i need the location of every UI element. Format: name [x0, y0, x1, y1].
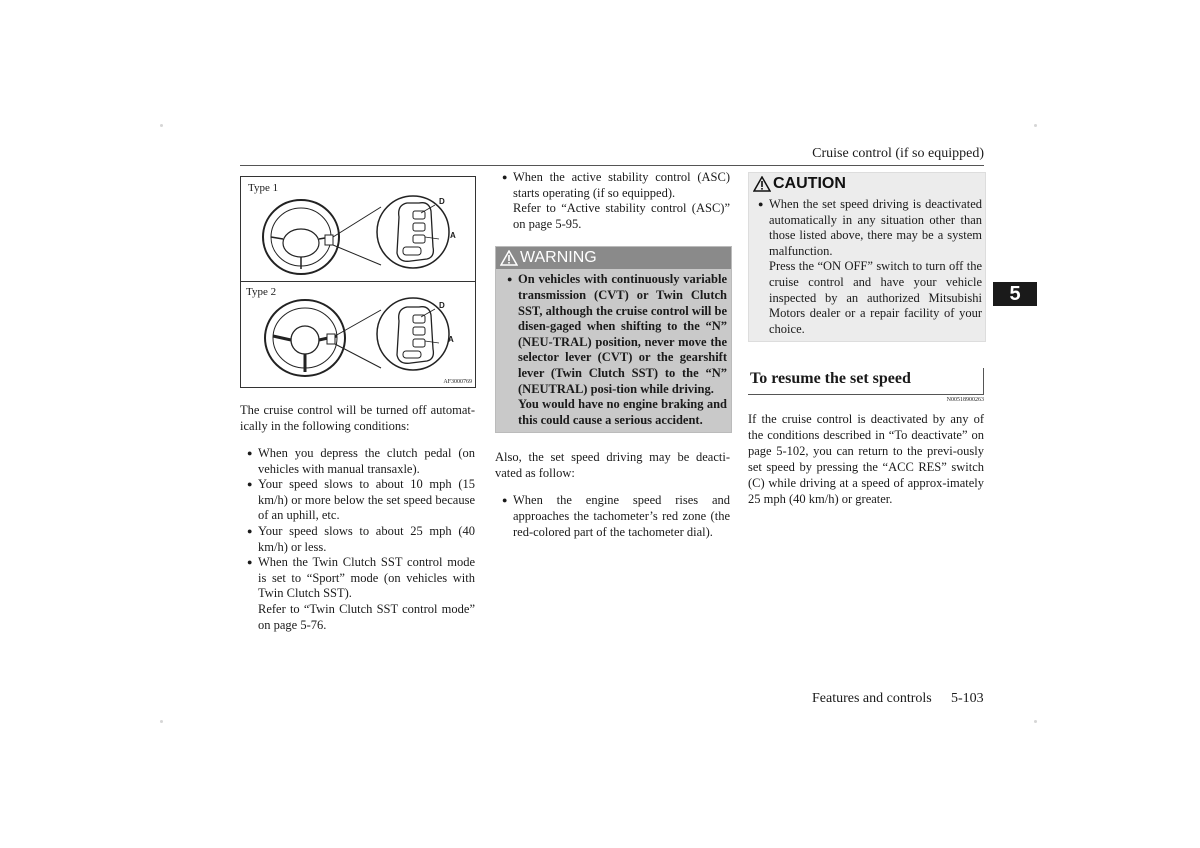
chapter-tab: 5	[993, 282, 1037, 306]
bullet-icon: ●	[247, 525, 253, 536]
trim-mark	[1034, 124, 1037, 127]
warning-heading: WARNING	[520, 249, 597, 267]
section-heading	[748, 368, 984, 395]
bullet-icon: ●	[507, 274, 513, 285]
warning-triangle-icon	[500, 250, 518, 266]
bullet-icon: ●	[502, 495, 508, 506]
bullet-icon: ●	[247, 557, 253, 568]
trim-mark	[160, 720, 163, 723]
also-paragraph: Also, the set speed driving may be deacti-vated as follow:	[495, 450, 730, 481]
section-title: To resume the set speed	[750, 370, 911, 388]
column-3	[748, 172, 984, 507]
caution-box	[748, 172, 986, 342]
callout-a: A	[450, 231, 456, 240]
list-item: ● When the engine speed rises and approaches the tachometer’s red zone (the red-colored part of the tachometer dial).	[502, 493, 730, 539]
footer-section: Features and controls	[812, 691, 932, 706]
list-item: ● When the Twin Clutch SST control mode is set to “Sport” mode (on vehicles with Twin Clutch SST). Refer to “Twin Clutch SST control mode” on page 5-76.	[247, 555, 475, 632]
resume-paragraph: If the cruise control is deactivated by any of the conditions described in “To deactivate” on page 5-102, you can return to the previ-ously set speed by pressing the “ACC RES” switch (C) while driving at a speed of approx-imately 25 mph (40 km/h) or greater.	[748, 412, 984, 507]
bullet-icon: ●	[247, 448, 253, 458]
bullet-icon: ●	[758, 199, 764, 209]
callout-d: D	[439, 197, 445, 206]
callout-a: A	[448, 335, 454, 344]
column-1	[240, 402, 475, 633]
trim-mark	[160, 124, 163, 127]
bullet-icon: ●	[502, 172, 508, 182]
warning-box	[495, 246, 732, 433]
callout-d: D	[439, 301, 445, 310]
running-header: Cruise control (if so equipped)	[812, 146, 984, 161]
header-rule	[240, 165, 984, 166]
column-2	[495, 170, 730, 540]
list-item: ● Your speed slows to about 25 mph (40 km/h) or less.	[247, 523, 475, 554]
page-number: 5-103	[951, 691, 984, 706]
page-reference: Refer to “Twin Clutch SST control mode” on page 5-76.	[258, 601, 475, 632]
intro-paragraph: The cruise control will be turned off automat-ically in the following conditions:	[240, 403, 475, 433]
page-reference: Refer to “Active stability control (ASC)” on page 5-95.	[513, 201, 730, 231]
figure-label-type1: Type 1	[248, 182, 279, 194]
trim-mark	[1034, 720, 1037, 723]
caution-text: ● When the set speed driving is deactivated automatically in any situation other than those listed above, there may be a system malfunction. Press the “ON OFF” switch to turn off the cruise control and have your vehicle inspected by an authorized Mitsubishi Motors dealer or a repair facility of your choice.	[758, 197, 982, 336]
caution-heading: CAUTION	[773, 175, 846, 192]
bullet-icon: ●	[247, 479, 253, 490]
caution-triangle-icon	[753, 176, 771, 192]
turn-off-conditions-list	[240, 446, 475, 633]
steering-switch-figure	[240, 176, 476, 388]
warning-text: ● On vehicles with continuously variable transmission (CVT) or Twin Clutch SST, although the cruise control will be disen-gaged when shifting to the “N” (NEU-TRAL) position, never move the selector lever (CVT) or the gearshift lever (Twin Clutch SST) to the “N” (NEUTRAL) posi-tion while driving. You would have no engine braking and this could cause a serious accident.	[507, 272, 727, 427]
cruise-switch-icon	[391, 305, 451, 375]
list-item: ● When the active stability control (ASC) starts operating (if so equipped). Refer to “Active stability control (ASC)” on page 5-95.	[502, 170, 730, 231]
list-item: ● When you depress the clutch pedal (on vehicles with manual transaxle).	[247, 446, 475, 476]
list-item: ● Your speed slows to about 10 mph (15 km/h) or more below the set speed because of an uphill, etc.	[247, 477, 475, 523]
cruise-switch-icon	[391, 201, 451, 271]
document-id: N00518900263	[946, 397, 984, 404]
figure-code: AF3000769	[443, 379, 472, 385]
figure-label-type2: Type 2	[246, 286, 277, 298]
